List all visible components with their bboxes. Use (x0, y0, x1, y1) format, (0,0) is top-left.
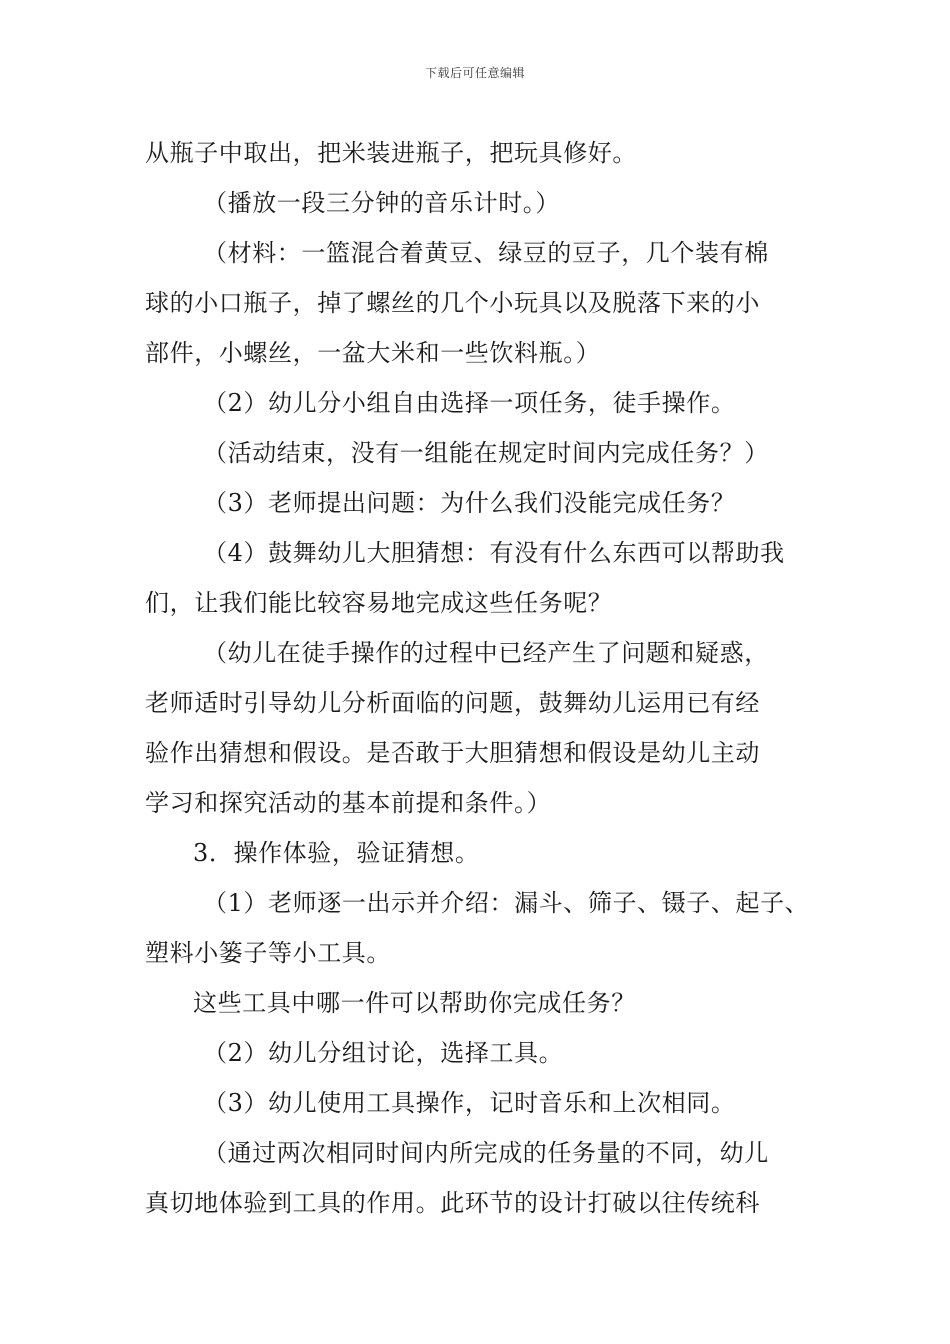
text-line: 老师适时引导幼儿分析面临的问题，鼓舞幼儿运用已有经 (145, 689, 760, 717)
text-line: （通过两次相同时间内所完成的任务量的不同，幼儿 (203, 1139, 769, 1167)
text-line: 们，让我们能比较容易地完成这些任务呢？ (145, 589, 613, 617)
text-line: （3）幼儿使用工具操作，记时音乐和上次相同。 (203, 1089, 736, 1117)
text-line: 部件，小螺丝，一盆大米和一些饮料瓶。） (145, 339, 601, 367)
text-line: 验作出猜想和假设。是否敢于大胆猜想和假设是幼儿主动 (145, 739, 760, 767)
text-line: （活动结束，没有一组能在规定时间内完成任务？） (203, 439, 769, 467)
text-line: （材料：一篮混合着黄豆、绿豆的豆子，几个装有棉 (203, 239, 769, 267)
text-line: 学习和探究活动的基本前提和条件。） (145, 789, 552, 817)
text-line: （2）幼儿分小组自由选择一项任务，徒手操作。 (203, 389, 736, 417)
text-line: 从瓶子中取出，把米装进瓶子，把玩具修好。 (145, 139, 637, 167)
text-line: （4）鼓舞幼儿大胆猜想：有没有什么东西可以帮助我 (203, 539, 785, 567)
text-line: （3）老师提出问题：为什么我们没能完成任务？ (203, 489, 736, 517)
text-line: 球的小口瓶子，掉了螺丝的几个小玩具以及脱落下来的小 (145, 289, 760, 317)
section-heading: 3．操作体验，验证猜想。 (193, 839, 480, 867)
page-header: 下载后可任意编辑 (424, 66, 525, 80)
text-line: 真切地体验到工具的作用。此环节的设计打破以往传统科 (145, 1189, 760, 1217)
text-line: （2）幼儿分组讨论，选择工具。 (203, 1039, 564, 1067)
text-line: 塑料小篓子等小工具。 (145, 939, 391, 967)
text-line: （幼儿在徒手操作的过程中已经产生了问题和疑惑， (203, 639, 769, 667)
text-line: （1）老师逐一出示并介绍：漏斗、筛子、镊子、起子、 (203, 889, 810, 917)
text-line: 这些工具中哪一件可以帮助你完成任务？ (193, 989, 636, 1017)
document-body (145, 128, 825, 1228)
text-line: （播放一段三分钟的音乐计时。） (203, 189, 560, 217)
